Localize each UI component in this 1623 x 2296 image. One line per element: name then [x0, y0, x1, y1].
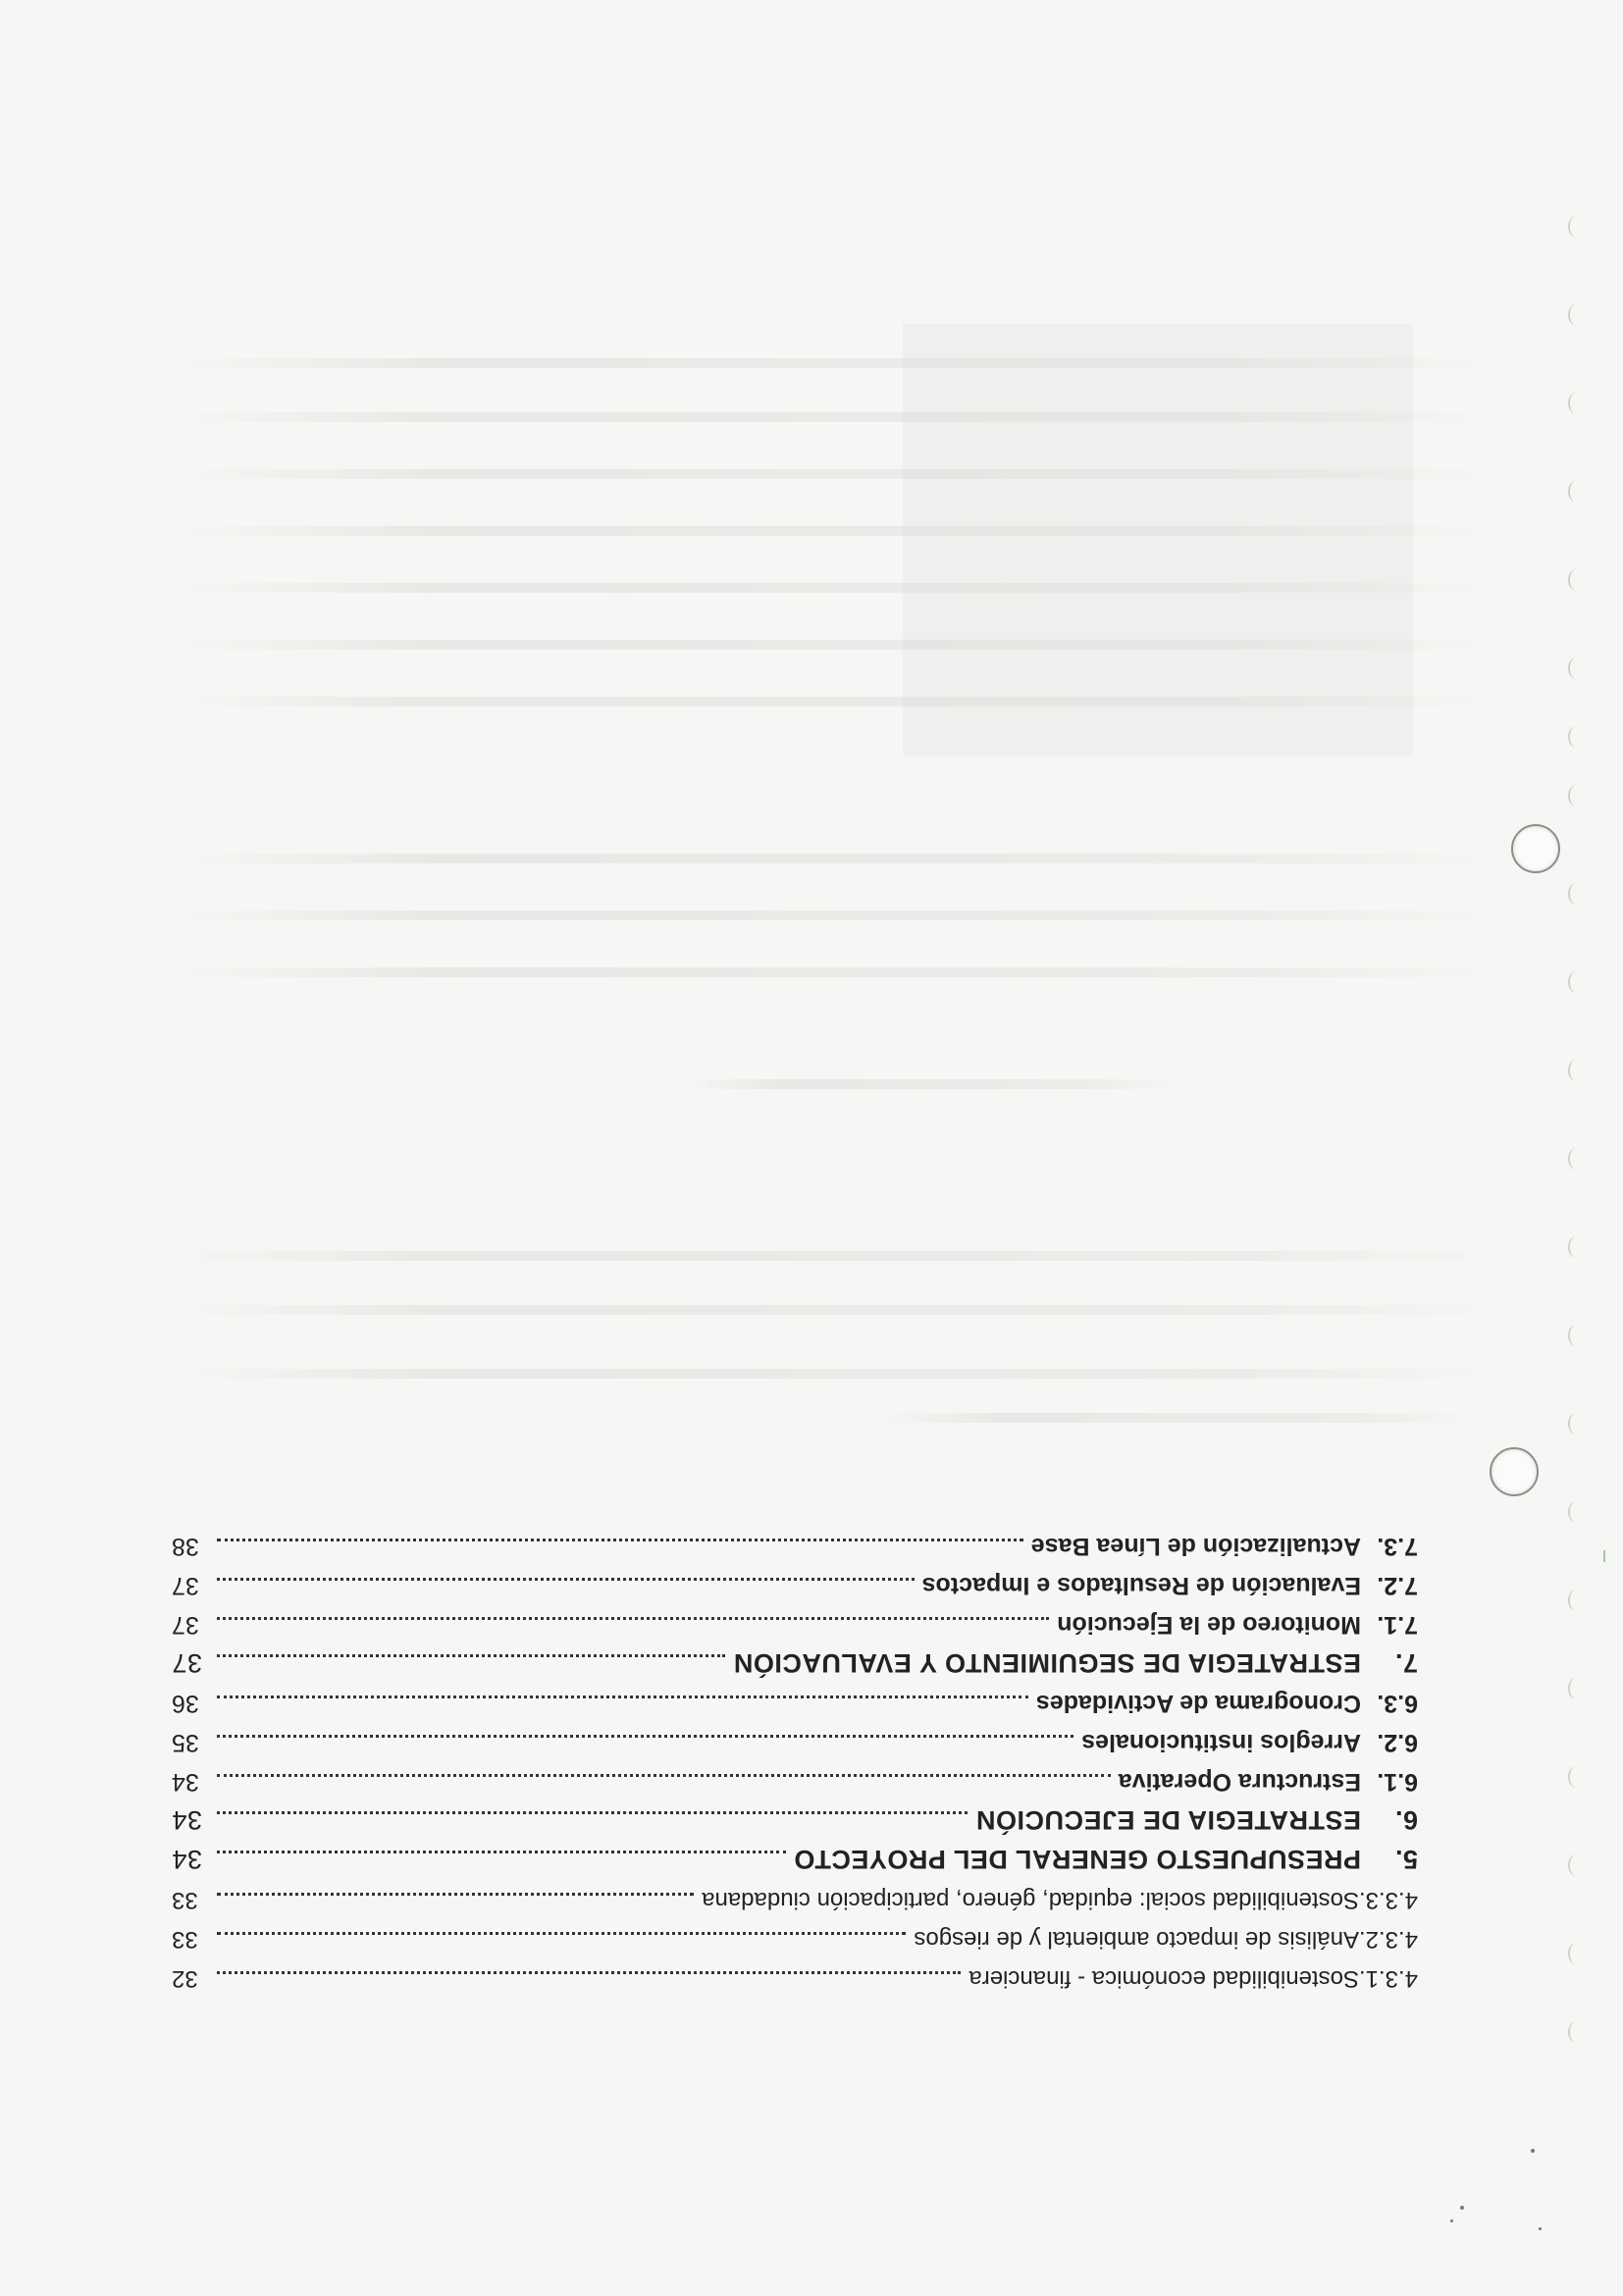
- toc-entry: [172, 1717, 1418, 1756]
- bleed-through-line: [883, 1413, 1472, 1423]
- perforation-mark: [1568, 657, 1584, 679]
- toc-entry-label: Arreglos institucionales: [1081, 1729, 1361, 1756]
- bleed-through-line: [177, 526, 1501, 536]
- toc-entry-number: 7.2.: [1377, 1572, 1418, 1599]
- perforation-mark: [1568, 1148, 1584, 1170]
- perforation-mark: [1568, 1501, 1584, 1523]
- toc-entry-label: Actualización de Línea Base: [1030, 1533, 1361, 1560]
- punch-hole: [1511, 824, 1560, 873]
- toc-entry-number: 6.1.: [1377, 1768, 1418, 1796]
- toc-entry: [172, 1953, 1418, 1992]
- toc-dot-leader: [217, 1932, 906, 1935]
- toc-dot-leader: [217, 1971, 961, 1974]
- toc-entry: [172, 1756, 1418, 1796]
- scan-speck: [1460, 2206, 1464, 2210]
- table-of-contents: [172, 1482, 1418, 1992]
- toc-entry-number: 6.: [1394, 1805, 1418, 1835]
- bleed-through-line: [177, 469, 1501, 479]
- bleed-through-line: [177, 412, 1501, 422]
- bleed-through-line: [687, 1079, 1178, 1089]
- toc-dot-leader: [217, 1696, 1028, 1698]
- toc-entry-label: ESTRATEGIA DE EJECUCIÓN: [975, 1805, 1361, 1835]
- toc-entry-page: 32: [172, 1965, 198, 1992]
- bleed-through-line: [177, 640, 1501, 650]
- bleed-through-line: [177, 967, 1501, 977]
- punch-hole: [1490, 1447, 1539, 1496]
- scan-speck: [1450, 2219, 1453, 2222]
- toc-entry-label: Evaluación de Resultados e Impactos: [921, 1572, 1361, 1599]
- perforation-mark: [1568, 1943, 1584, 1964]
- toc-entry-label: Cronograma de Actividades: [1035, 1690, 1361, 1717]
- toc-entry: [172, 1639, 1418, 1678]
- bleed-through-line: [177, 583, 1501, 593]
- toc-entry-number: 4.3.3.: [1358, 1887, 1418, 1913]
- scan-speck: [1539, 2227, 1542, 2230]
- toc-dot-leader: [217, 1893, 694, 1896]
- bleed-through-shade: [903, 324, 1413, 756]
- perforation-mark: [1568, 785, 1584, 807]
- perforation-mark: [1568, 1590, 1584, 1611]
- toc-entry-number: 7.: [1394, 1648, 1418, 1678]
- toc-entry: [172, 1835, 1418, 1874]
- toc-entry-number: 6.3.: [1377, 1690, 1418, 1717]
- toc-entry-label: Análisis de impacto ambiental y de riesgos: [914, 1926, 1359, 1953]
- toc-entry-page: 34: [172, 1768, 199, 1796]
- bleed-through-line: [177, 911, 1501, 920]
- perforation-mark: [1568, 1060, 1584, 1081]
- toc-entry-label: Sostenibilidad social: equidad, género, participación ciudadana: [702, 1887, 1359, 1913]
- toc-entry-number: 7.3.: [1377, 1533, 1418, 1560]
- toc-entry-label: Monitoreo de la Ejecución: [1057, 1611, 1361, 1639]
- perforation-mark: [1568, 726, 1584, 748]
- toc-dot-leader: [217, 1539, 1023, 1541]
- toc-dot-leader: [217, 1774, 1111, 1777]
- toc-dot-leader: [217, 1811, 968, 1814]
- toc-dot-leader: [217, 1735, 1073, 1738]
- toc-entry: [172, 1521, 1418, 1560]
- perforation-mark: [1568, 1413, 1584, 1435]
- toc-entry-label: PRESUPUESTO GENERAL DEL PROYECTO: [793, 1845, 1361, 1874]
- toc-entry: [172, 1678, 1418, 1717]
- perforation-mark: [1568, 304, 1584, 326]
- perforation-mark: [1568, 392, 1584, 414]
- toc-entry-page: 34: [172, 1845, 203, 1874]
- toc-entry-number: 5.: [1394, 1845, 1418, 1874]
- toc-entry-page: 37: [172, 1611, 199, 1639]
- toc-entry-number: 6.2.: [1377, 1729, 1418, 1756]
- scan-speck: [1531, 2149, 1535, 2153]
- bleed-through-line: [177, 1305, 1501, 1315]
- perforation-mark: [1568, 1854, 1584, 1876]
- toc-entry-number: 7.1.: [1377, 1611, 1418, 1639]
- toc-entry-page: 33: [172, 1926, 198, 1953]
- toc-entry: [172, 1796, 1418, 1835]
- bleed-through-line: [177, 854, 1501, 863]
- bleed-through-line: [177, 697, 1501, 706]
- perforation-mark: [1568, 971, 1584, 993]
- toc-entry-page: 38: [172, 1533, 199, 1560]
- perforation-mark: [1568, 1678, 1584, 1699]
- toc-entry-number: 4.3.1.: [1358, 1965, 1418, 1992]
- bleed-through-line: [177, 358, 1501, 368]
- toc-entry: [172, 1599, 1418, 1639]
- toc-entry-label: ESTRATEGIA DE SEGUIMIENTO Y EVALUACIÓN: [733, 1648, 1361, 1678]
- toc-entry: [172, 1913, 1418, 1953]
- toc-entry-page: 35: [172, 1729, 199, 1756]
- toc-dot-leader: [217, 1578, 915, 1581]
- toc-dot-leader: [217, 1851, 786, 1853]
- toc-dot-leader: [217, 1617, 1049, 1620]
- toc-entry-page: 34: [172, 1805, 203, 1835]
- bleed-through-line: [177, 1369, 1501, 1379]
- toc-entry-page: 36: [172, 1690, 199, 1717]
- perforation-mark: [1568, 481, 1584, 502]
- edge-mark: [1603, 1550, 1605, 1562]
- toc-dot-leader: [217, 1654, 725, 1657]
- toc-entry-label: Sostenibilidad económica - financiera: [969, 1965, 1359, 1992]
- toc-entry-label: Estructura Operativa: [1118, 1768, 1361, 1796]
- toc-entry-page: 37: [172, 1572, 199, 1599]
- perforation-mark: [1568, 2021, 1584, 2043]
- perforation-mark: [1568, 1236, 1584, 1258]
- binder-perforations: [1554, 196, 1584, 2061]
- perforation-mark: [1568, 883, 1584, 905]
- perforation-mark: [1568, 1766, 1584, 1788]
- toc-entry-number: 4.3.2.: [1358, 1926, 1418, 1953]
- toc-entry-page: 37: [172, 1648, 203, 1678]
- perforation-mark: [1568, 569, 1584, 591]
- bleed-through-line: [177, 1251, 1501, 1261]
- perforation-mark: [1568, 1325, 1584, 1346]
- toc-entry: [172, 1874, 1418, 1913]
- toc-entry-page: 33: [172, 1887, 198, 1913]
- toc-entry: [172, 1560, 1418, 1599]
- perforation-mark: [1568, 216, 1584, 237]
